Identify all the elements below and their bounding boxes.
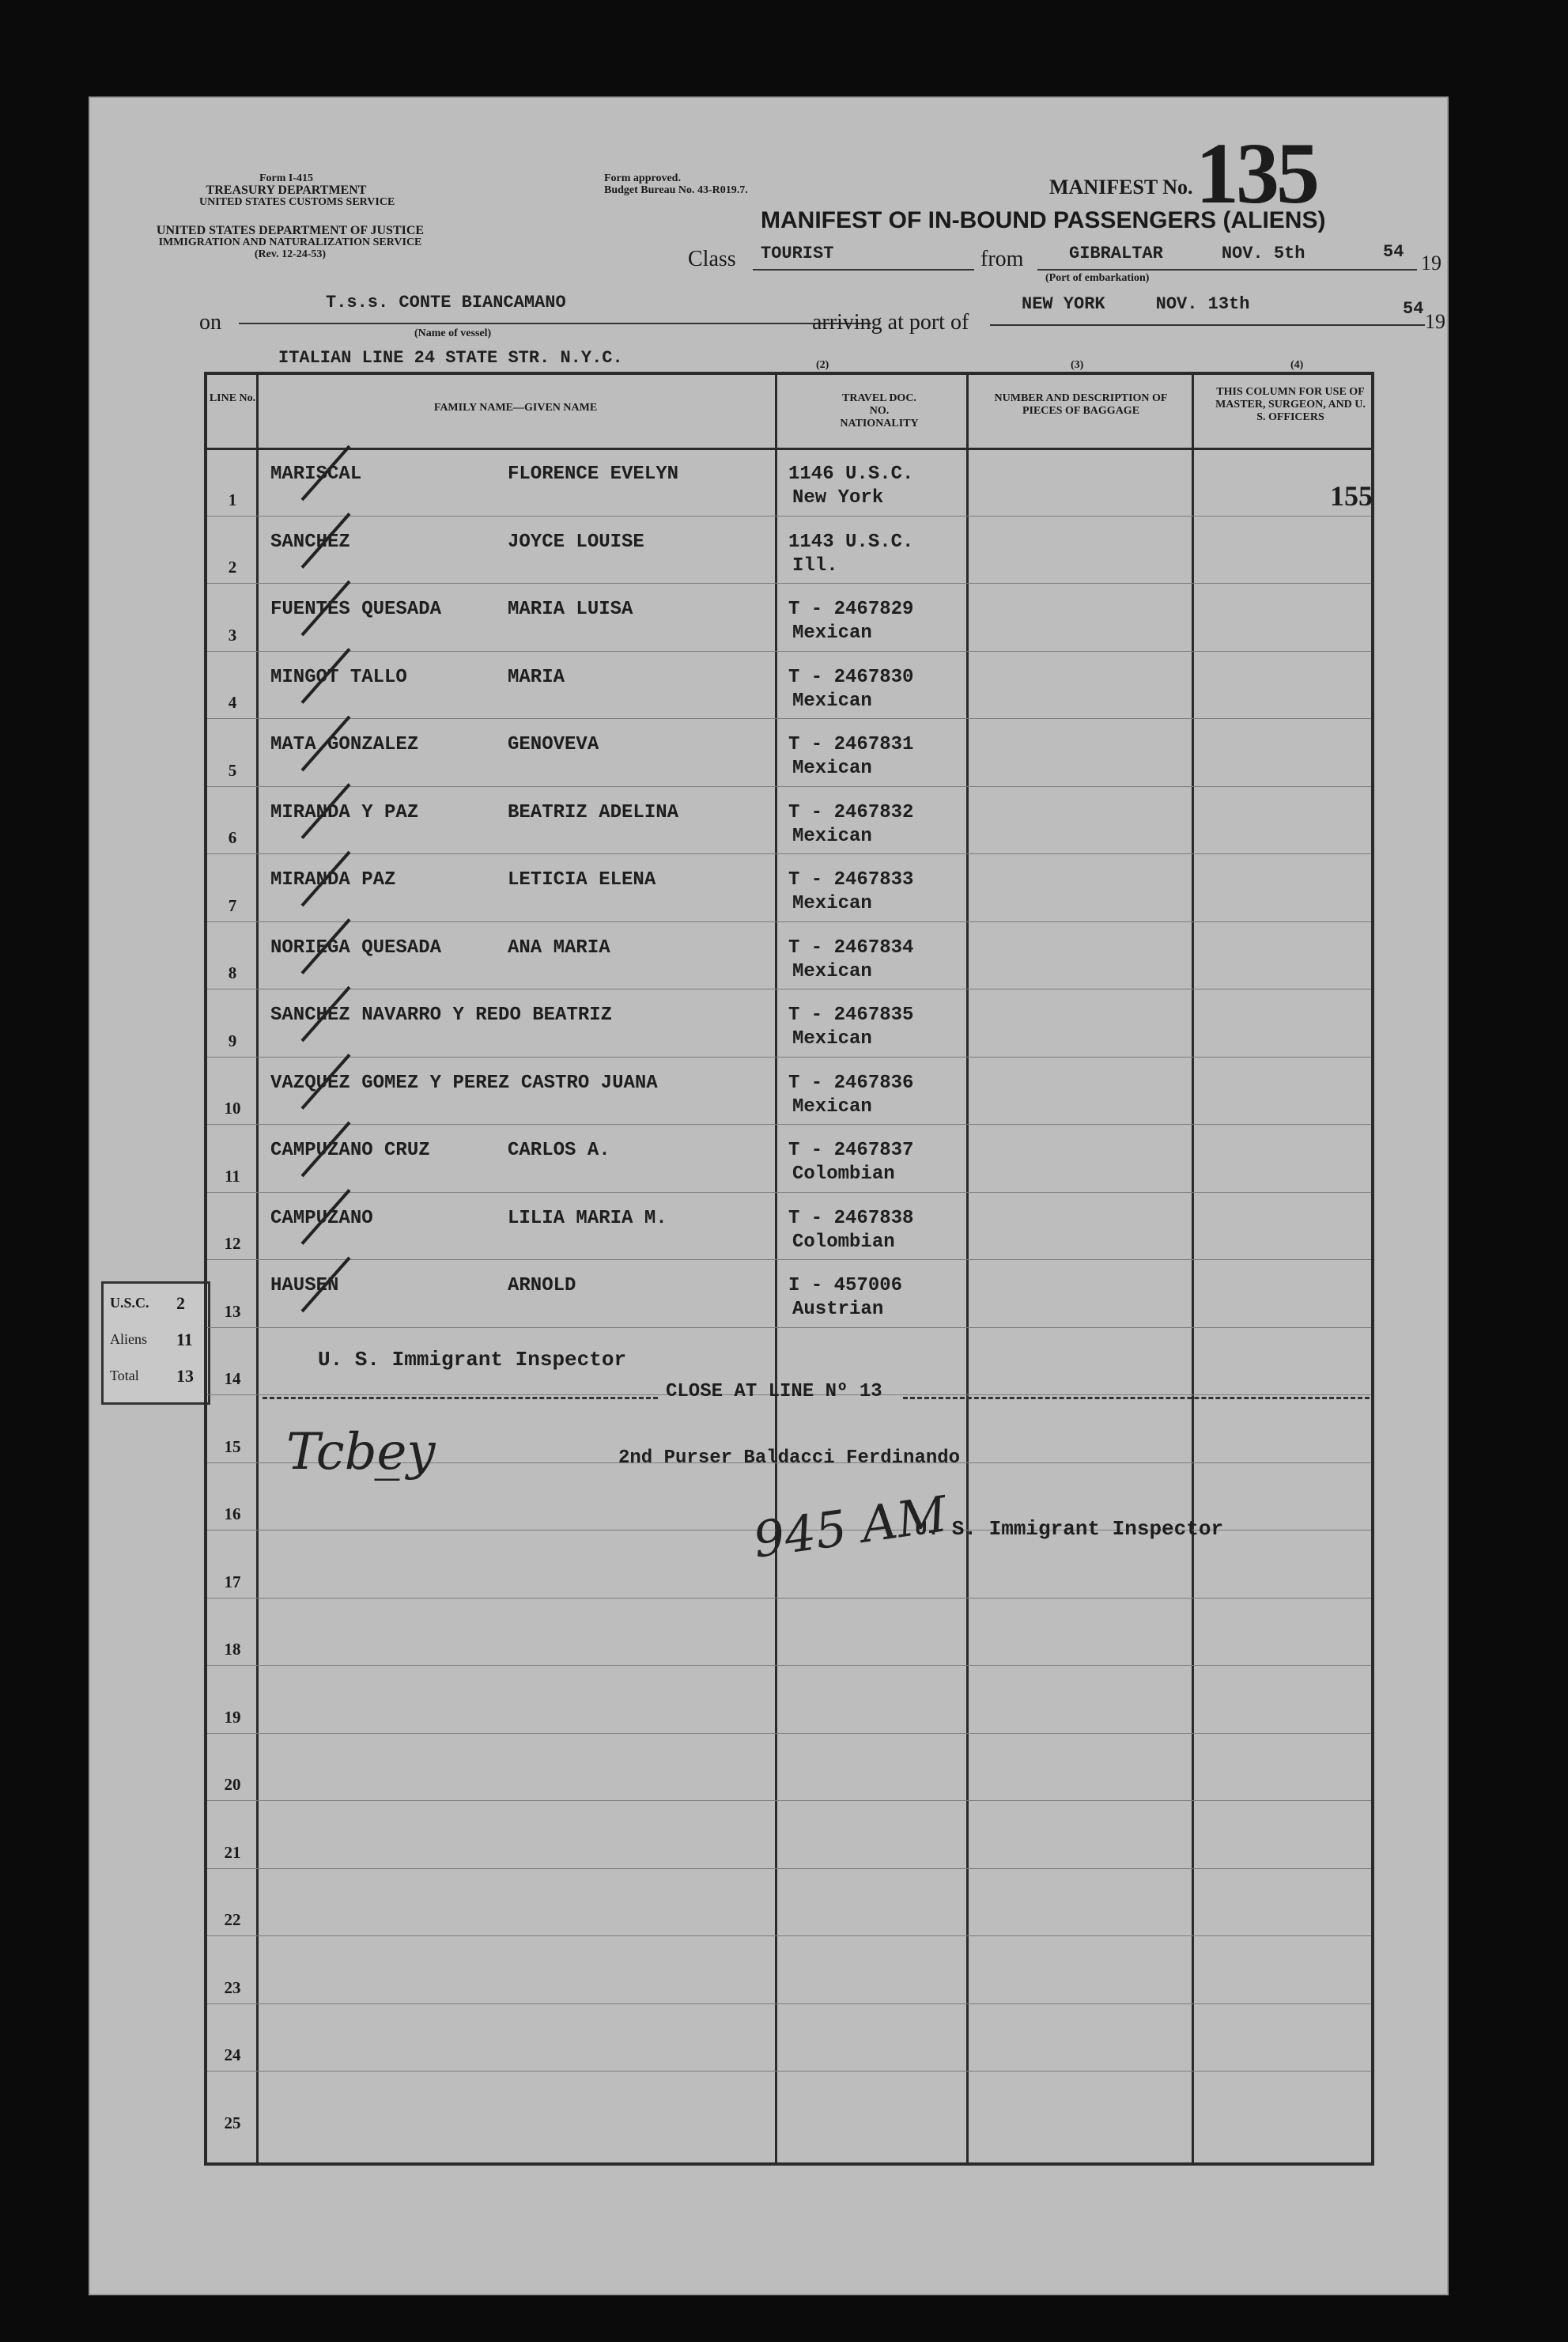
- check-mark: [302, 852, 349, 906]
- on-label: on: [199, 310, 221, 335]
- nationality: Colombian: [792, 1163, 895, 1185]
- travel-doc-number: 1146 U.S.C.: [788, 463, 914, 485]
- check-mark: [302, 514, 349, 568]
- embark-port: GIBRALTAR: [1069, 244, 1163, 263]
- passenger-family-name: MARISCAL: [270, 463, 362, 485]
- arrival-date: NOV. 13th: [1155, 294, 1250, 314]
- arrive-year: 54: [1403, 299, 1424, 319]
- row-rule: [207, 1800, 1371, 1801]
- form-id-block: [199, 172, 395, 208]
- stamp-total-value: 13: [176, 1366, 194, 1386]
- check-mark: [302, 649, 349, 703]
- passenger-given-name: ARNOLD: [508, 1275, 576, 1296]
- line-number: 2: [228, 558, 237, 577]
- revision-date: (Rev. 12-24-53): [254, 248, 327, 260]
- row-rule: [207, 1733, 1371, 1734]
- budget-bureau: Budget Bureau No. 43-R019.7.: [604, 184, 748, 196]
- embark-field: [1037, 244, 1417, 271]
- col-divider-3: [966, 375, 969, 2162]
- line-number: 13: [224, 1301, 241, 1321]
- handwritten-initials: Tcbe̲y: [286, 1423, 436, 1481]
- travel-doc-number: T - 2467829: [788, 599, 914, 620]
- col-header-name: FAMILY NAME—GIVEN NAME: [433, 402, 598, 414]
- passenger-given-name: BEATRIZ ADELINA: [508, 801, 679, 823]
- passenger-given-name: GENOVEVA: [508, 734, 599, 755]
- check-mark: [302, 717, 349, 770]
- check-mark: [302, 987, 349, 1041]
- depart-year-prefix: 19: [1421, 252, 1441, 274]
- row-rule: [207, 1598, 1371, 1599]
- footer-close-line: CLOSE AT LINE Nº 13: [666, 1381, 882, 1402]
- nationality: Mexican: [792, 1028, 872, 1050]
- line-number: 11: [225, 1166, 240, 1186]
- officer-note: 155: [1330, 480, 1373, 512]
- justice-block: [104, 225, 476, 260]
- passenger-given-name: CARLOS A.: [508, 1140, 610, 1161]
- passenger-given-name: ANA MARIA: [508, 936, 610, 959]
- line-number: 4: [228, 693, 237, 712]
- line-number: 20: [224, 1775, 241, 1794]
- line-number: 22: [224, 1910, 241, 1929]
- passenger-given-name: LILIA MARIA M.: [508, 1207, 667, 1229]
- check-mark: [302, 920, 349, 974]
- check-mark: [302, 446, 349, 500]
- line-number: 23: [224, 1977, 241, 1997]
- line-number: 17: [224, 1572, 241, 1591]
- col-num-2: (2): [816, 359, 829, 371]
- line-number: 16: [224, 1504, 241, 1523]
- passenger-family-name: CAMPUZANO CRUZ: [270, 1140, 430, 1161]
- treasury-dept: TREASURY DEPARTMENT: [206, 184, 367, 197]
- travel-doc-number: T - 2467833: [788, 869, 914, 891]
- col-header-doc: TRAVEL DOC. NO. NATIONALITY: [840, 392, 919, 429]
- passenger-family-name: SANCHEZ NAVARRO Y REDO BEATRIZ: [270, 1005, 613, 1026]
- travel-doc-number: T - 2467830: [788, 666, 914, 688]
- line-number: 5: [228, 760, 237, 780]
- check-mark: [302, 581, 349, 635]
- line-number: 14: [224, 1369, 241, 1388]
- nationality: Mexican: [792, 960, 872, 982]
- travel-doc-number: T - 2467834: [788, 936, 914, 959]
- justice-dept: UNITED STATES DEPARTMENT OF JUSTICE: [156, 224, 425, 237]
- row-rule: [207, 1868, 1371, 1869]
- manifest-no-label: MANIFEST No.: [1049, 176, 1193, 199]
- nationality: Ill.: [792, 554, 838, 577]
- class-value: TOURIST: [761, 244, 834, 263]
- travel-doc-number: T - 2467838: [788, 1207, 914, 1229]
- passenger-given-name: FLORENCE EVELYN: [508, 463, 679, 485]
- line-number: 8: [228, 963, 237, 982]
- vessel-name: T.s.s. CONTE BIANCAMANO: [326, 293, 566, 312]
- footer-inspector-1: U. S. Immigrant Inspector: [318, 1348, 627, 1372]
- arriving-label: arriving at port of: [812, 310, 969, 335]
- travel-doc-number: T - 2467837: [788, 1140, 914, 1161]
- line-number: 3: [228, 625, 237, 645]
- col-num-4: (4): [1290, 359, 1304, 371]
- nationality: New York: [792, 487, 884, 509]
- footer-inspector-2: U. S. Immigrant Inspector: [915, 1517, 1224, 1541]
- nationality: Mexican: [792, 825, 872, 847]
- col-header-line: LINE No.: [209, 392, 256, 404]
- col-num-3: (3): [1071, 359, 1084, 371]
- line-number: 12: [224, 1234, 241, 1253]
- approval-block: [604, 172, 748, 196]
- close-line-dashes-right: [903, 1397, 1370, 1399]
- handwritten-time: 945 AM: [750, 1485, 951, 1569]
- col-header-officers: THIS COLUMN FOR USE OF MASTER, SURGEON, AND U. S. OFFICERS: [1215, 386, 1366, 423]
- arrive-year-prefix: 19: [1425, 310, 1445, 333]
- line-number: 25: [224, 2113, 241, 2132]
- from-label: from: [980, 247, 1024, 271]
- stamp-usc-value: 2: [176, 1293, 185, 1313]
- col-header-baggage: NUMBER AND DESCRIPTION OF PIECES OF BAGGAGE: [994, 392, 1168, 417]
- line-number: 19: [224, 1707, 241, 1727]
- row-rule: [207, 2003, 1371, 2004]
- col-divider-4: [1192, 375, 1194, 2162]
- nationality: Mexican: [792, 1095, 872, 1118]
- travel-doc-number: T - 2467832: [788, 801, 914, 823]
- line-number: 24: [224, 2045, 241, 2064]
- check-mark: [302, 1190, 349, 1244]
- stamp-aliens-value: 11: [176, 1330, 193, 1349]
- travel-doc-number: 1143 U.S.C.: [788, 531, 914, 553]
- nationality: Mexican: [792, 758, 872, 779]
- embark-date: NOV. 5th: [1221, 244, 1305, 263]
- class-label: Class: [688, 247, 736, 271]
- passenger-family-name: MATA GONZALEZ: [270, 734, 419, 755]
- manifest-title: MANIFEST OF IN-BOUND PASSENGERS (ALIENS): [761, 207, 1326, 233]
- passenger-given-name: JOYCE LOUISE: [508, 531, 644, 553]
- travel-doc-number: T - 2467835: [788, 1005, 914, 1026]
- depart-year: 54: [1383, 242, 1404, 262]
- line-number: 15: [224, 1436, 241, 1456]
- customs-service: UNITED STATES CUSTOMS SERVICE: [199, 196, 395, 208]
- passenger-family-name: FUENTES QUESADA: [270, 599, 442, 620]
- nationality: Austrian: [792, 1299, 884, 1320]
- passenger-given-name: MARIA: [508, 666, 565, 688]
- nationality: Mexican: [792, 622, 872, 644]
- form-approved: Form approved.: [604, 172, 681, 184]
- port-embark-caption: (Port of embarkation): [1045, 272, 1150, 284]
- passenger-given-name: LETICIA ELENA: [508, 869, 656, 891]
- check-mark: [302, 785, 349, 838]
- line-number: 18: [224, 1640, 241, 1659]
- check-mark: [302, 1122, 349, 1176]
- close-line-dashes-left: [263, 1397, 658, 1399]
- vessel-caption: (Name of vessel): [414, 327, 492, 339]
- col-divider-2: [775, 375, 777, 2162]
- line-company: ITALIAN LINE 24 STATE STR. N.Y.C.: [278, 348, 623, 368]
- passenger-family-name: MIRANDA Y PAZ: [270, 801, 419, 823]
- line-number: 10: [224, 1099, 241, 1118]
- stamp-total-label: Total: [110, 1368, 139, 1383]
- passenger-family-name: VAZQUEZ GOMEZ Y PEREZ CASTRO JUANA: [270, 1072, 658, 1094]
- check-mark: [302, 1258, 349, 1311]
- line-number: 9: [228, 1031, 237, 1050]
- travel-doc-number: T - 2467831: [788, 734, 914, 755]
- arrival-field: [990, 294, 1425, 326]
- row-rule: [207, 1935, 1371, 1936]
- vessel-field: [239, 293, 871, 324]
- passenger-given-name: MARIA LUISA: [508, 599, 633, 620]
- class-field: [753, 244, 974, 271]
- passenger-family-name: MIRANDA PAZ: [270, 869, 396, 891]
- arrival-port: NEW YORK: [1022, 294, 1105, 314]
- nationality: Colombian: [792, 1231, 895, 1253]
- passenger-family-name: MINGOT TALLO: [270, 666, 407, 688]
- form-number: Form I-415: [259, 172, 314, 184]
- check-marks: [89, 407, 405, 1395]
- line-number: 1: [228, 490, 237, 509]
- manifest-number: 135: [1196, 125, 1317, 221]
- footer-purser: 2nd Purser Baldacci Ferdinando: [618, 1447, 961, 1469]
- stamp-usc-label: U.S.C.: [110, 1295, 149, 1311]
- stamp-aliens-label: Aliens: [110, 1331, 147, 1347]
- row-rule: [207, 1665, 1371, 1666]
- line-number: 6: [228, 828, 237, 847]
- passenger-table: [204, 372, 1374, 2166]
- line-number: 21: [224, 1842, 241, 1862]
- check-mark: [302, 1055, 349, 1109]
- travel-doc-number: T - 2467836: [788, 1072, 914, 1094]
- nationality: Mexican: [792, 893, 872, 914]
- nationality: Mexican: [792, 690, 872, 712]
- passenger-family-name: CAMPUZANO: [270, 1207, 373, 1229]
- passenger-family-name: SANCHEZ: [270, 531, 350, 553]
- passenger-family-name: NORIEGA QUESADA: [270, 936, 442, 959]
- ins-service: IMMIGRATION AND NATURALIZATION SERVICE: [158, 236, 422, 248]
- passenger-family-name: HAUSEN: [270, 1275, 339, 1296]
- travel-doc-number: I - 457006: [788, 1275, 903, 1296]
- line-number: 7: [228, 895, 237, 915]
